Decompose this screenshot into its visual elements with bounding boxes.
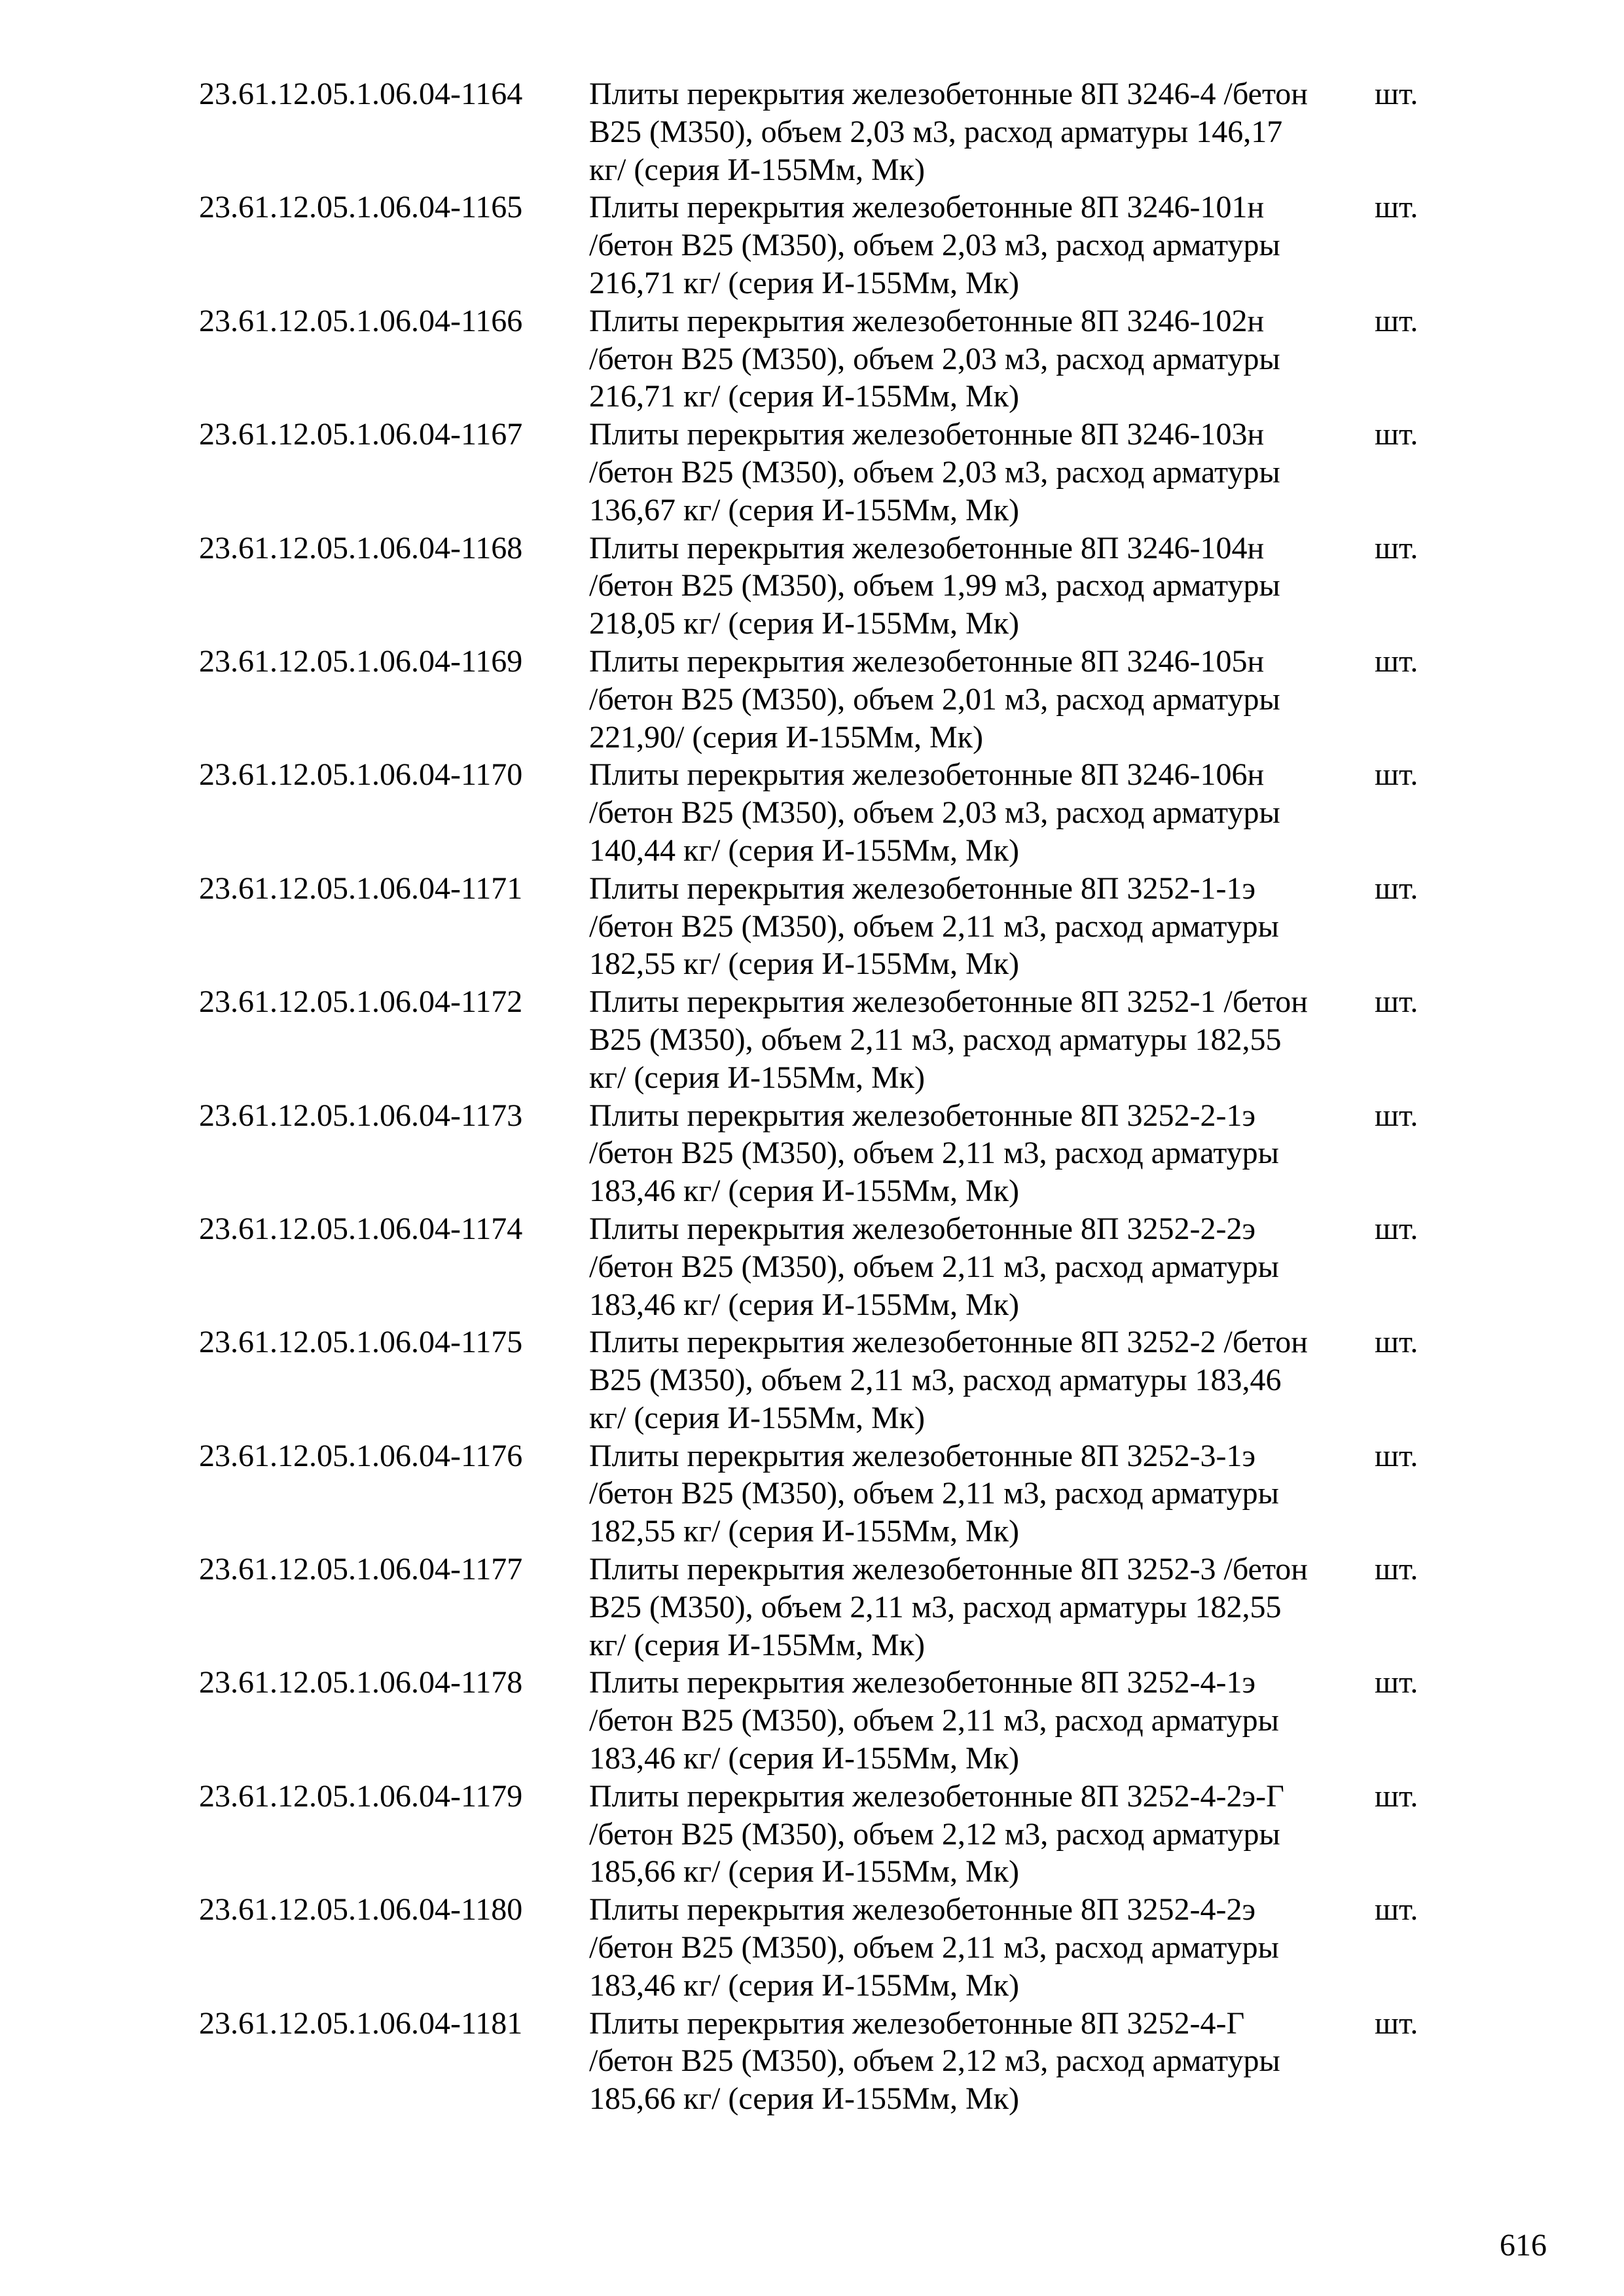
item-unit: шт. <box>1375 1098 1418 1133</box>
table-row <box>199 302 1443 416</box>
item-unit: шт. <box>1375 77 1418 111</box>
item-description: Плиты перекрытия железобетонные 8П 3252-2 /бетон В25 (М350), объем 2,11 м3, расход арматуры 183,46 кг/ (серия И-155Мм, Мк) <box>589 1325 1308 1435</box>
item-unit: шт. <box>1375 530 1418 565</box>
item-unit: шт. <box>1375 757 1418 793</box>
item-code: 23.61.12.05.1.06.04-1175 <box>199 1325 523 1360</box>
item-description: Плиты перекрытия железобетонные 8П 3246-105н /бетон В25 (М350), объем 2,01 м3, расход арматуры 221,90/ (серия И-155Мм, Мк) <box>589 643 1280 755</box>
page-number: 616 <box>1500 2228 1547 2263</box>
item-code: 23.61.12.05.1.06.04-1174 <box>199 1211 523 1246</box>
item-description: Плиты перекрытия железобетонные 8П 3252-1 /бетон В25 (М350), объем 2,11 м3, расход арматуры 182,55 кг/ (серия И-155Мм, Мк) <box>589 984 1308 1095</box>
item-unit: шт. <box>1375 417 1418 452</box>
item-description: Плиты перекрытия железобетонные 8П 3246-102н /бетон В25 (М350), объем 2,03 м3, расход арматуры 216,71 кг/ (серия И-155Мм, Мк) <box>589 303 1280 414</box>
item-unit: шт. <box>1375 1438 1418 1473</box>
item-unit: шт. <box>1375 1552 1418 1587</box>
item-description: Плиты перекрытия железобетонные 8П 3252-4-2э-Г /бетон В25 (М350), объем 2,12 м3, расход арматуры 185,66 кг/ (серия И-155Мм, Мк) <box>589 1778 1284 1890</box>
table-row <box>199 1437 1443 1551</box>
item-code: 23.61.12.05.1.06.04-1167 <box>199 417 523 452</box>
item-code: 23.61.12.05.1.06.04-1178 <box>199 1665 523 1700</box>
item-code: 23.61.12.05.1.06.04-1164 <box>199 77 523 111</box>
item-unit: шт. <box>1375 1665 1418 1700</box>
price-list-table <box>199 75 1443 2118</box>
table-row <box>199 1778 1443 1891</box>
item-code: 23.61.12.05.1.06.04-1181 <box>199 2005 523 2041</box>
item-description: Плиты перекрытия железобетонные 8П 3252-2-2э /бетон В25 (М350), объем 2,11 м3, расход арматуры 183,46 кг/ (серия И-155Мм, Мк) <box>589 1211 1279 1322</box>
item-description: Плиты перекрытия железобетонные 8П 3246-106н /бетон В25 (М350), объем 2,03 м3, расход арматуры 140,44 кг/ (серия И-155Мм, Мк) <box>589 757 1280 868</box>
table-row <box>199 1210 1443 1323</box>
item-description: Плиты перекрытия железобетонные 8П 3246-103н /бетон В25 (М350), объем 2,03 м3, расход арматуры 136,67 кг/ (серия И-155Мм, Мк) <box>589 417 1280 528</box>
item-description: Плиты перекрытия железобетонные 8П 3246-4 /бетон В25 (М350), объем 2,03 м3, расход арматуры 146,17 кг/ (серия И-155Мм, Мк) <box>589 77 1308 187</box>
table-row <box>199 643 1443 756</box>
item-unit: шт. <box>1375 2005 1418 2041</box>
table-row <box>199 75 1443 188</box>
item-code: 23.61.12.05.1.06.04-1172 <box>199 984 523 1020</box>
item-description: Плиты перекрытия железобетонные 8П 3252-4-1э /бетон В25 (М350), объем 2,11 м3, расход арматуры 183,46 кг/ (серия И-155Мм, Мк) <box>589 1665 1279 1776</box>
item-unit: шт. <box>1375 303 1418 338</box>
table-row <box>199 1891 1443 2004</box>
item-unit: шт. <box>1375 870 1418 906</box>
item-description: Плиты перекрытия железобетонные 8П 3252-2-1э /бетон В25 (М350), объем 2,11 м3, расход арматуры 183,46 кг/ (серия И-155Мм, Мк) <box>589 1098 1279 1209</box>
table-row <box>199 529 1443 643</box>
item-code: 23.61.12.05.1.06.04-1173 <box>199 1098 523 1133</box>
table-row <box>199 870 1443 983</box>
item-unit: шт. <box>1375 984 1418 1020</box>
item-code: 23.61.12.05.1.06.04-1180 <box>199 1892 523 1928</box>
item-code: 23.61.12.05.1.06.04-1166 <box>199 303 523 338</box>
table-row <box>199 416 1443 529</box>
table-row <box>199 2005 1443 2118</box>
item-description: Плиты перекрытия железобетонные 8П 3246-104н /бетон В25 (М350), объем 1,99 м3, расход арматуры 218,05 кг/ (серия И-155Мм, Мк) <box>589 530 1280 641</box>
table-row <box>199 756 1443 869</box>
item-description: Плиты перекрытия железобетонные 8П 3252-4-2э /бетон В25 (М350), объем 2,11 м3, расход арматуры 183,46 кг/ (серия И-155Мм, Мк) <box>589 1892 1279 2003</box>
item-code: 23.61.12.05.1.06.04-1170 <box>199 757 523 793</box>
item-code: 23.61.12.05.1.06.04-1179 <box>199 1778 523 1814</box>
table-row <box>199 1323 1443 1437</box>
item-description: Плиты перекрытия железобетонные 8П 3252-1-1э /бетон В25 (М350), объем 2,11 м3, расход арматуры 182,55 кг/ (серия И-155Мм, Мк) <box>589 870 1279 982</box>
item-unit: шт. <box>1375 1778 1418 1814</box>
item-code: 23.61.12.05.1.06.04-1177 <box>199 1552 523 1587</box>
table-row <box>199 188 1443 302</box>
item-unit: шт. <box>1375 1211 1418 1246</box>
item-unit: шт. <box>1375 643 1418 679</box>
table-row <box>199 1097 1443 1210</box>
item-unit: шт. <box>1375 190 1418 225</box>
item-description: Плиты перекрытия железобетонные 8П 3252-3-1э /бетон В25 (М350), объем 2,11 м3, расход арматуры 182,55 кг/ (серия И-155Мм, Мк) <box>589 1438 1279 1549</box>
item-description: Плиты перекрытия железобетонные 8П 3252-4-Г /бетон В25 (М350), объем 2,12 м3, расход арматуры 185,66 кг/ (серия И-155Мм, Мк) <box>589 2005 1280 2117</box>
item-code: 23.61.12.05.1.06.04-1176 <box>199 1438 523 1473</box>
item-code: 23.61.12.05.1.06.04-1171 <box>199 870 523 906</box>
item-code: 23.61.12.05.1.06.04-1169 <box>199 643 523 679</box>
item-description: Плиты перекрытия железобетонные 8П 3246-101н /бетон В25 (М350), объем 2,03 м3, расход арматуры 216,71 кг/ (серия И-155Мм, Мк) <box>589 190 1280 300</box>
item-unit: шт. <box>1375 1325 1418 1360</box>
item-code: 23.61.12.05.1.06.04-1165 <box>199 190 523 225</box>
table-row <box>199 1664 1443 1777</box>
item-unit: шт. <box>1375 1892 1418 1928</box>
item-description: Плиты перекрытия железобетонные 8П 3252-3 /бетон В25 (М350), объем 2,11 м3, расход арматуры 182,55 кг/ (серия И-155Мм, Мк) <box>589 1552 1308 1662</box>
item-code: 23.61.12.05.1.06.04-1168 <box>199 530 523 565</box>
table-row <box>199 983 1443 1096</box>
table-row <box>199 1551 1443 1664</box>
